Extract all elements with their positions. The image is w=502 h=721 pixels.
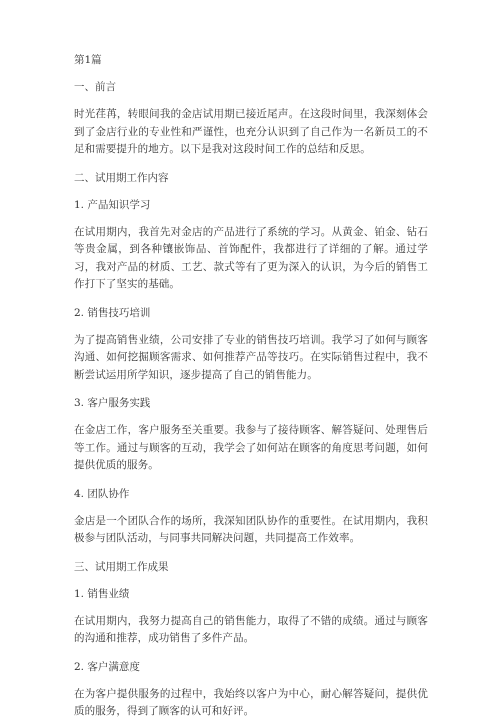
product-knowledge-paragraph: 在试用期内，我首先对金店的产品进行了系统的学习。从黄金、铂金、钻石等贵金属，到各种镶嵌饰品、首饰配件，我都进行了详细的了解。通过学习，我对产品的材质、工艺、款式等有了更为深入的认识，为今后的销售工作打下了坚实的基础。 [74, 225, 428, 290]
subsection-heading-customer-satisfaction: 2. 客户满意度 [74, 660, 140, 673]
preface-paragraph: 时光荏苒，转眼间我的金店试用期已接近尾声。在这段时间里，我深刻体会到了金店行业的专业性和严谨性，也充分认识到了自己作为一名新员工的不足和需要提升的地方。以下是我对这段时间工作的总结和反思。 [74, 108, 428, 155]
subsection-heading-customer-service: 3. 客户服务实践 [74, 397, 151, 409]
subsection-heading-product-knowledge: 1. 产品知识学习 [74, 198, 151, 211]
section-heading-results: 三、试用期工作成果 [74, 560, 169, 573]
subsection-heading-sales-performance: 1. 销售业绩 [74, 587, 130, 600]
sales-training-paragraph: 为了提高销售业绩，公司安排了专业的销售技巧培训。我学习了如何与顾客沟通、如何挖掘顾客需求、如何推荐产品等技巧。在实际销售过程中，我不断尝试运用所学知识，逐步提高了自己的销售能力。 [74, 333, 428, 381]
sales-performance-paragraph: 在试用期内，我努力提高自己的销售能力，取得了不错的成绩。通过与顾客的沟通和推荐，成功销售了多件产品。 [74, 614, 428, 644]
section-heading-preface: 一、前言 [74, 81, 116, 93]
customer-service-paragraph: 在金店工作，客户服务至关重要。我参与了接待顾客、解答疑问、处理售后等工作。通过与顾客的互动，我学会了如何站在顾客的角度思考问题，如何提供优质的服务。 [74, 424, 428, 471]
subsection-heading-sales-training: 2. 销售技巧培训 [74, 306, 151, 319]
document-title: 第1篇 [74, 54, 102, 66]
teamwork-paragraph: 金店是一个团队合作的场所，我深知团队协作的重要性。在试用期内，我积极参与团队活动，与同事共同解决问题，共同提高工作效率。 [74, 514, 428, 544]
section-heading-work-content: 二、试用期工作内容 [74, 171, 169, 184]
customer-satisfaction-paragraph: 在为客户提供服务的过程中，我始终以客户为中心，耐心解答疑问，提供优质的服务，得到了顾客的认可和好评。 [74, 687, 428, 717]
subsection-heading-teamwork: 4. 团队协作 [74, 487, 130, 500]
